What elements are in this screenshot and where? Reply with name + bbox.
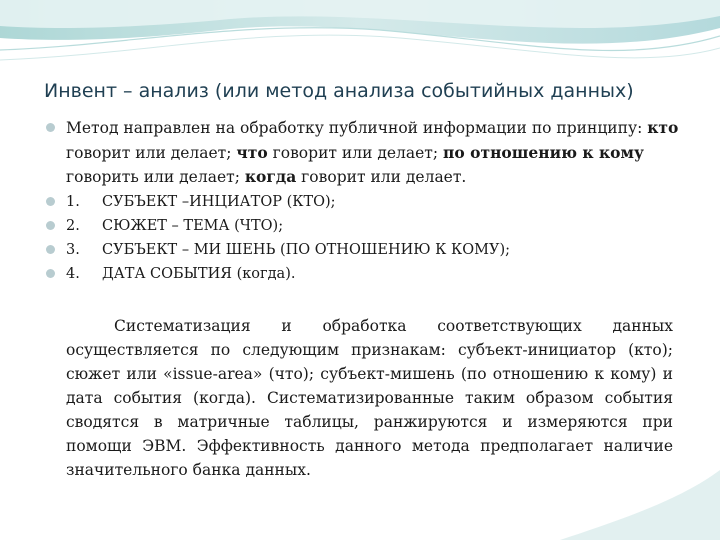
intro-text: Метод направлен на обработку публичной информации по принципу: — [66, 119, 648, 137]
list-item — [44, 214, 684, 238]
list-number: 1. — [66, 193, 80, 210]
list-number: 3. — [66, 241, 80, 258]
bullet-dot — [46, 197, 55, 206]
intro-text: говорит или делает. — [296, 168, 467, 186]
bullet-dot — [46, 245, 55, 254]
intro-when: когда — [244, 167, 297, 186]
list-item — [44, 238, 684, 262]
list-item — [44, 190, 684, 214]
bullet-dot — [46, 123, 55, 132]
list-item — [44, 262, 684, 286]
bullet-intro — [44, 116, 684, 190]
bullet-dot — [46, 269, 55, 278]
intro-text: говорит или делает; — [267, 143, 444, 162]
list-text: СЮЖЕТ – ТЕМА (ЧТО); — [102, 217, 284, 234]
paragraph-text: Систематизация и обработка соответствующих данных осуществляется по следующим признакам: субъект-инициатор (кто); сюжет или «issue-area» (что); субъект-мишень (по отношению к кому) и дата события (когда). Систематизированные таким образом события сводятся в матричные таблицы, ранжируются и измеряются при помощи ЭВМ. Эффективность данного метода предполагает наличие значительного банка данных. — [66, 317, 673, 479]
list-text: СУБЪЕКТ –ИНЦИАТОР (КТО); — [102, 193, 336, 210]
list-text: СУБЪЕКТ – МИ ШЕНЬ (ПО ОТНОШЕНИЮ К КОМУ); — [102, 241, 510, 258]
list-text: ДАТА СОБЫТИЯ (когда). — [102, 265, 296, 282]
bullet-dot — [46, 221, 55, 230]
list-number: 2. — [66, 217, 80, 234]
bullet-list — [44, 116, 684, 286]
body-paragraph — [66, 314, 673, 482]
list-number: 4. — [66, 265, 80, 282]
intro-text: говорить или делает; — [66, 168, 245, 186]
slide-title: Инвент – анализ (или метод анализа событийных данных) — [44, 80, 634, 102]
intro-who: кто — [647, 118, 679, 137]
intro-text: говорит или делает; — [66, 143, 237, 162]
intro-what: что — [236, 142, 268, 162]
intro-whom: по отношению к кому — [443, 142, 644, 162]
